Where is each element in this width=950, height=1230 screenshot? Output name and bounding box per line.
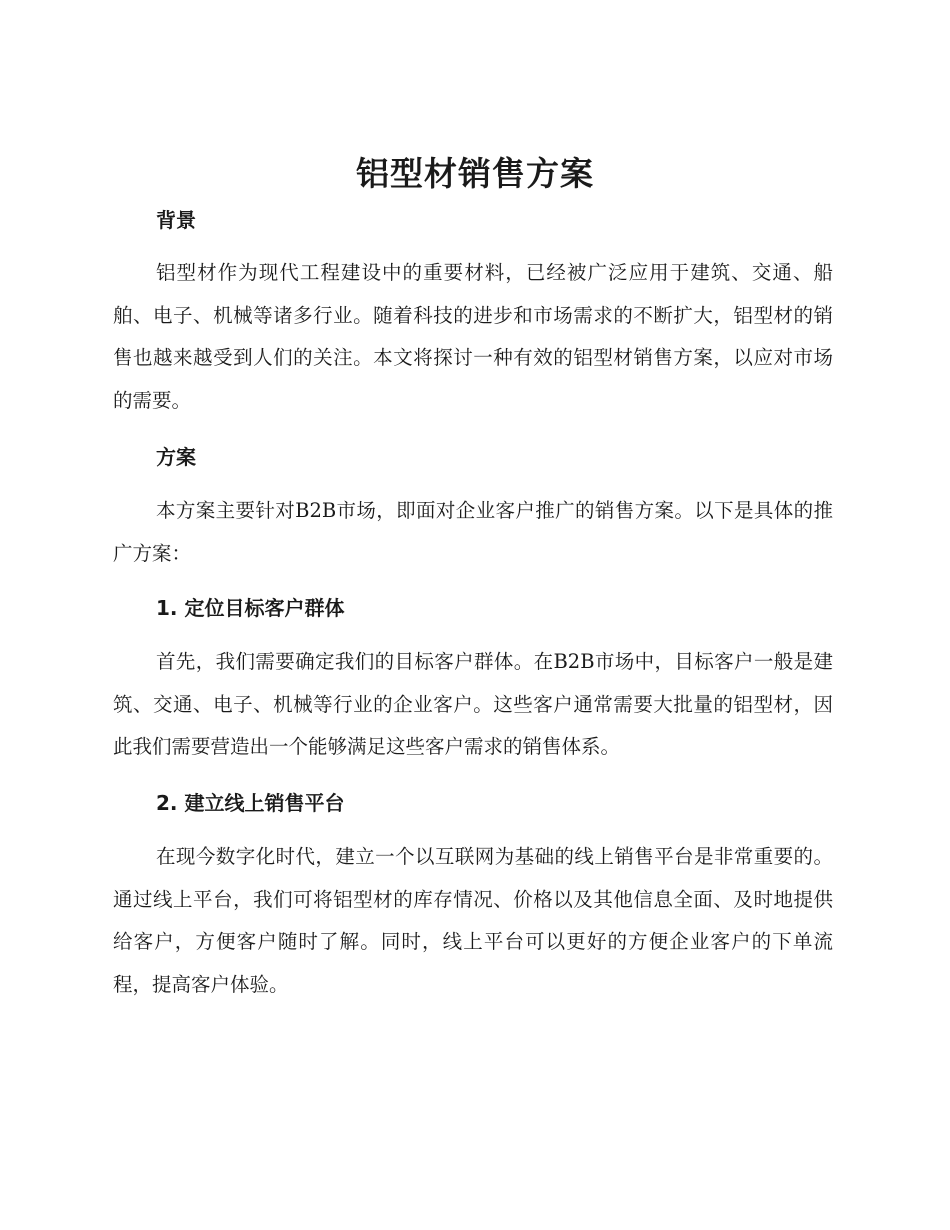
paragraph-target-customers: 首先，我们需要确定我们的目标客户群体。在B2B市场中，目标客户一般是建筑、交通、电子、机械等行业的企业客户。这些客户通常需要大批量的铝型材，因此我们需要营造出一个能够满足这些客户需求的销售体系。 <box>113 650 833 758</box>
section-heading-plan: 方案 <box>156 445 196 469</box>
paragraph-online-platform: 在现今数字化时代，建立一个以互联网为基础的线上销售平台是非常重要的。通过线上平台，我们可将铝型材的库存情况、价格以及其他信息全面、及时地提供给客户，方便客户随时了解。同时，线上平台可以更好的方便企业客户的下单流程，提高客户体验。 <box>113 845 833 996</box>
subsection-heading-target-customers: 1. 定位目标客户群体 <box>156 596 345 620</box>
section-heading-background: 背景 <box>156 208 196 232</box>
document-title: 铝型材销售方案 <box>356 154 594 193</box>
paragraph-plan: 本方案主要针对B2B市场，即面对企业客户推广的销售方案。以下是具体的推广方案： <box>113 499 833 565</box>
subsection-heading-online-platform: 2. 建立线上销售平台 <box>156 791 345 815</box>
paragraph-background: 铝型材作为现代工程建设中的重要材料，已经被广泛应用于建筑、交通、船舶、电子、机械等诸多行业。随着科技的进步和市场需求的不断扩大，铝型材的销售也越来越受到人们的关注。本文将探讨一种有效的铝型材销售方案，以应对市场的需要。 <box>113 261 833 412</box>
